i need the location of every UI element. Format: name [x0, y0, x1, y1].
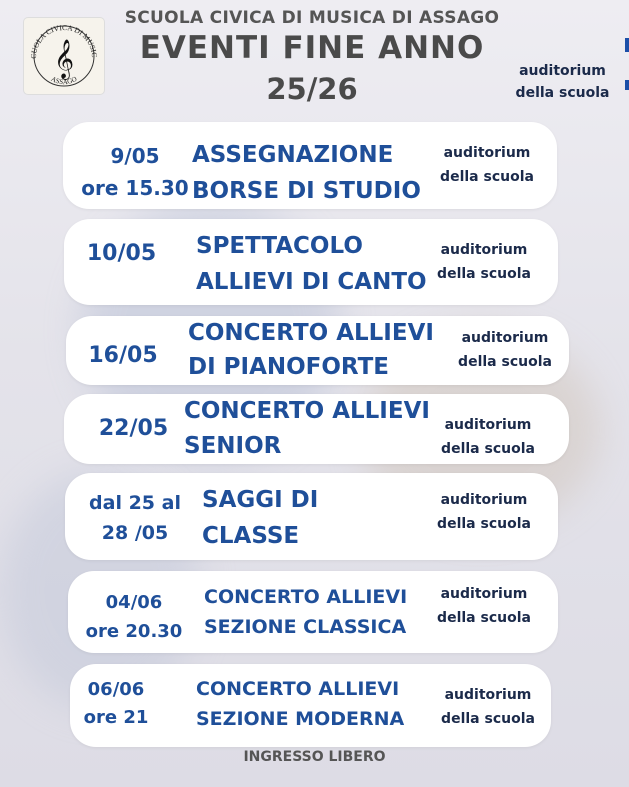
event-venue [428, 683, 548, 731]
event-venue-line1: auditorium [443, 145, 531, 161]
event-venue-line1: auditorium [444, 417, 532, 433]
event-title [192, 137, 421, 209]
event-date [78, 340, 168, 372]
event-date-day: 06/06 [87, 679, 145, 700]
school-name: SCUOLA CIVICA DI MUSICA DI ASSAGO [124, 8, 500, 28]
event-venue-line2: della scuola [437, 516, 531, 532]
event-date-day: 16/05 [88, 343, 158, 368]
event-title [196, 674, 404, 734]
event-date-day: 9/05 [110, 144, 160, 168]
event-title-line1: CONCERTO ALLIEVI [204, 586, 408, 608]
event-venue-line1: auditorium [440, 242, 528, 258]
event-title-line1: CONCERTO ALLIEVI [188, 320, 434, 346]
event-date-day: dal 25 al [89, 492, 181, 514]
school-logo [24, 18, 104, 94]
event-time: ore 21 [83, 707, 149, 728]
event-time: ore 15.30 [81, 176, 189, 200]
treble-clef-icon: 𝄞 [53, 39, 75, 79]
season-year: 25/26 [266, 72, 358, 106]
event-title [202, 482, 318, 554]
event-date-day: 22/05 [98, 416, 169, 441]
event-date [80, 488, 190, 548]
event-title-line1: SPETTACOLO [196, 233, 363, 259]
event-venue-line2: della scuola [441, 441, 535, 457]
event-title-line2: SEZIONE MODERNA [196, 708, 405, 730]
free-entry-note: INGRESSO LIBERO [243, 749, 386, 765]
event-date-day: 04/06 [105, 592, 163, 613]
event-venue-line1: auditorium [440, 492, 528, 508]
event-title-line2: ALLIEVI DI CANTO [196, 269, 427, 295]
event-title [204, 582, 407, 642]
event-title-line2: SEZIONE CLASSICA [204, 616, 407, 638]
event-venue-line2: della scuola [440, 169, 534, 185]
event-title [196, 228, 427, 300]
event-date [86, 413, 181, 445]
logo-text-top: CUOLA CIVICA DI MUSIC [28, 22, 100, 59]
event-venue [427, 141, 547, 189]
event-title-line1: CONCERTO ALLIEVI [184, 398, 430, 424]
event-venue [424, 582, 544, 630]
event-title-line2: CLASSE [202, 523, 300, 549]
event-date-day: 10/05 [86, 241, 157, 266]
event-title-line1: CONCERTO ALLIEVI [196, 678, 400, 700]
event-title-line1: ASSEGNAZIONE [192, 142, 394, 168]
header-venue-line1: auditorium [519, 63, 606, 79]
event-venue [445, 326, 565, 374]
event-venue-line1: auditorium [444, 687, 532, 703]
school-logo-graphic [24, 18, 104, 94]
edge-accent [625, 38, 629, 52]
event-date [80, 588, 188, 646]
event-venue-line1: auditorium [440, 586, 528, 602]
header-venue-line2: della scuola [515, 85, 610, 101]
event-venue-line1: auditorium [461, 330, 549, 346]
event-title-line2: DI PIANOFORTE [188, 354, 390, 380]
page-title: EVENTI FINE ANNO [139, 30, 485, 66]
logo-text-bottom: ASSAGO [49, 74, 79, 87]
event-venue-line2: della scuola [437, 266, 531, 282]
event-venue [424, 488, 544, 536]
event-time: ore 20.30 [85, 621, 183, 642]
event-title-line1: SAGGI DI [202, 487, 319, 513]
header-venue [505, 60, 620, 104]
event-venue-line2: della scuola [441, 711, 535, 727]
event-title [188, 316, 434, 384]
event-venue [428, 413, 548, 461]
event-venue-line2: della scuola [437, 610, 531, 626]
event-title [184, 394, 430, 464]
event-date [74, 238, 169, 270]
event-title-line2: SENIOR [184, 433, 282, 459]
event-venue-line2: della scuola [458, 354, 552, 370]
event-title-line2: BORSE DI STUDIO [192, 178, 421, 204]
event-date [72, 676, 160, 732]
event-venue [424, 238, 544, 286]
event-date [80, 140, 190, 204]
edge-accent [625, 80, 629, 90]
event-date-range-end: 28 /05 [101, 522, 169, 544]
